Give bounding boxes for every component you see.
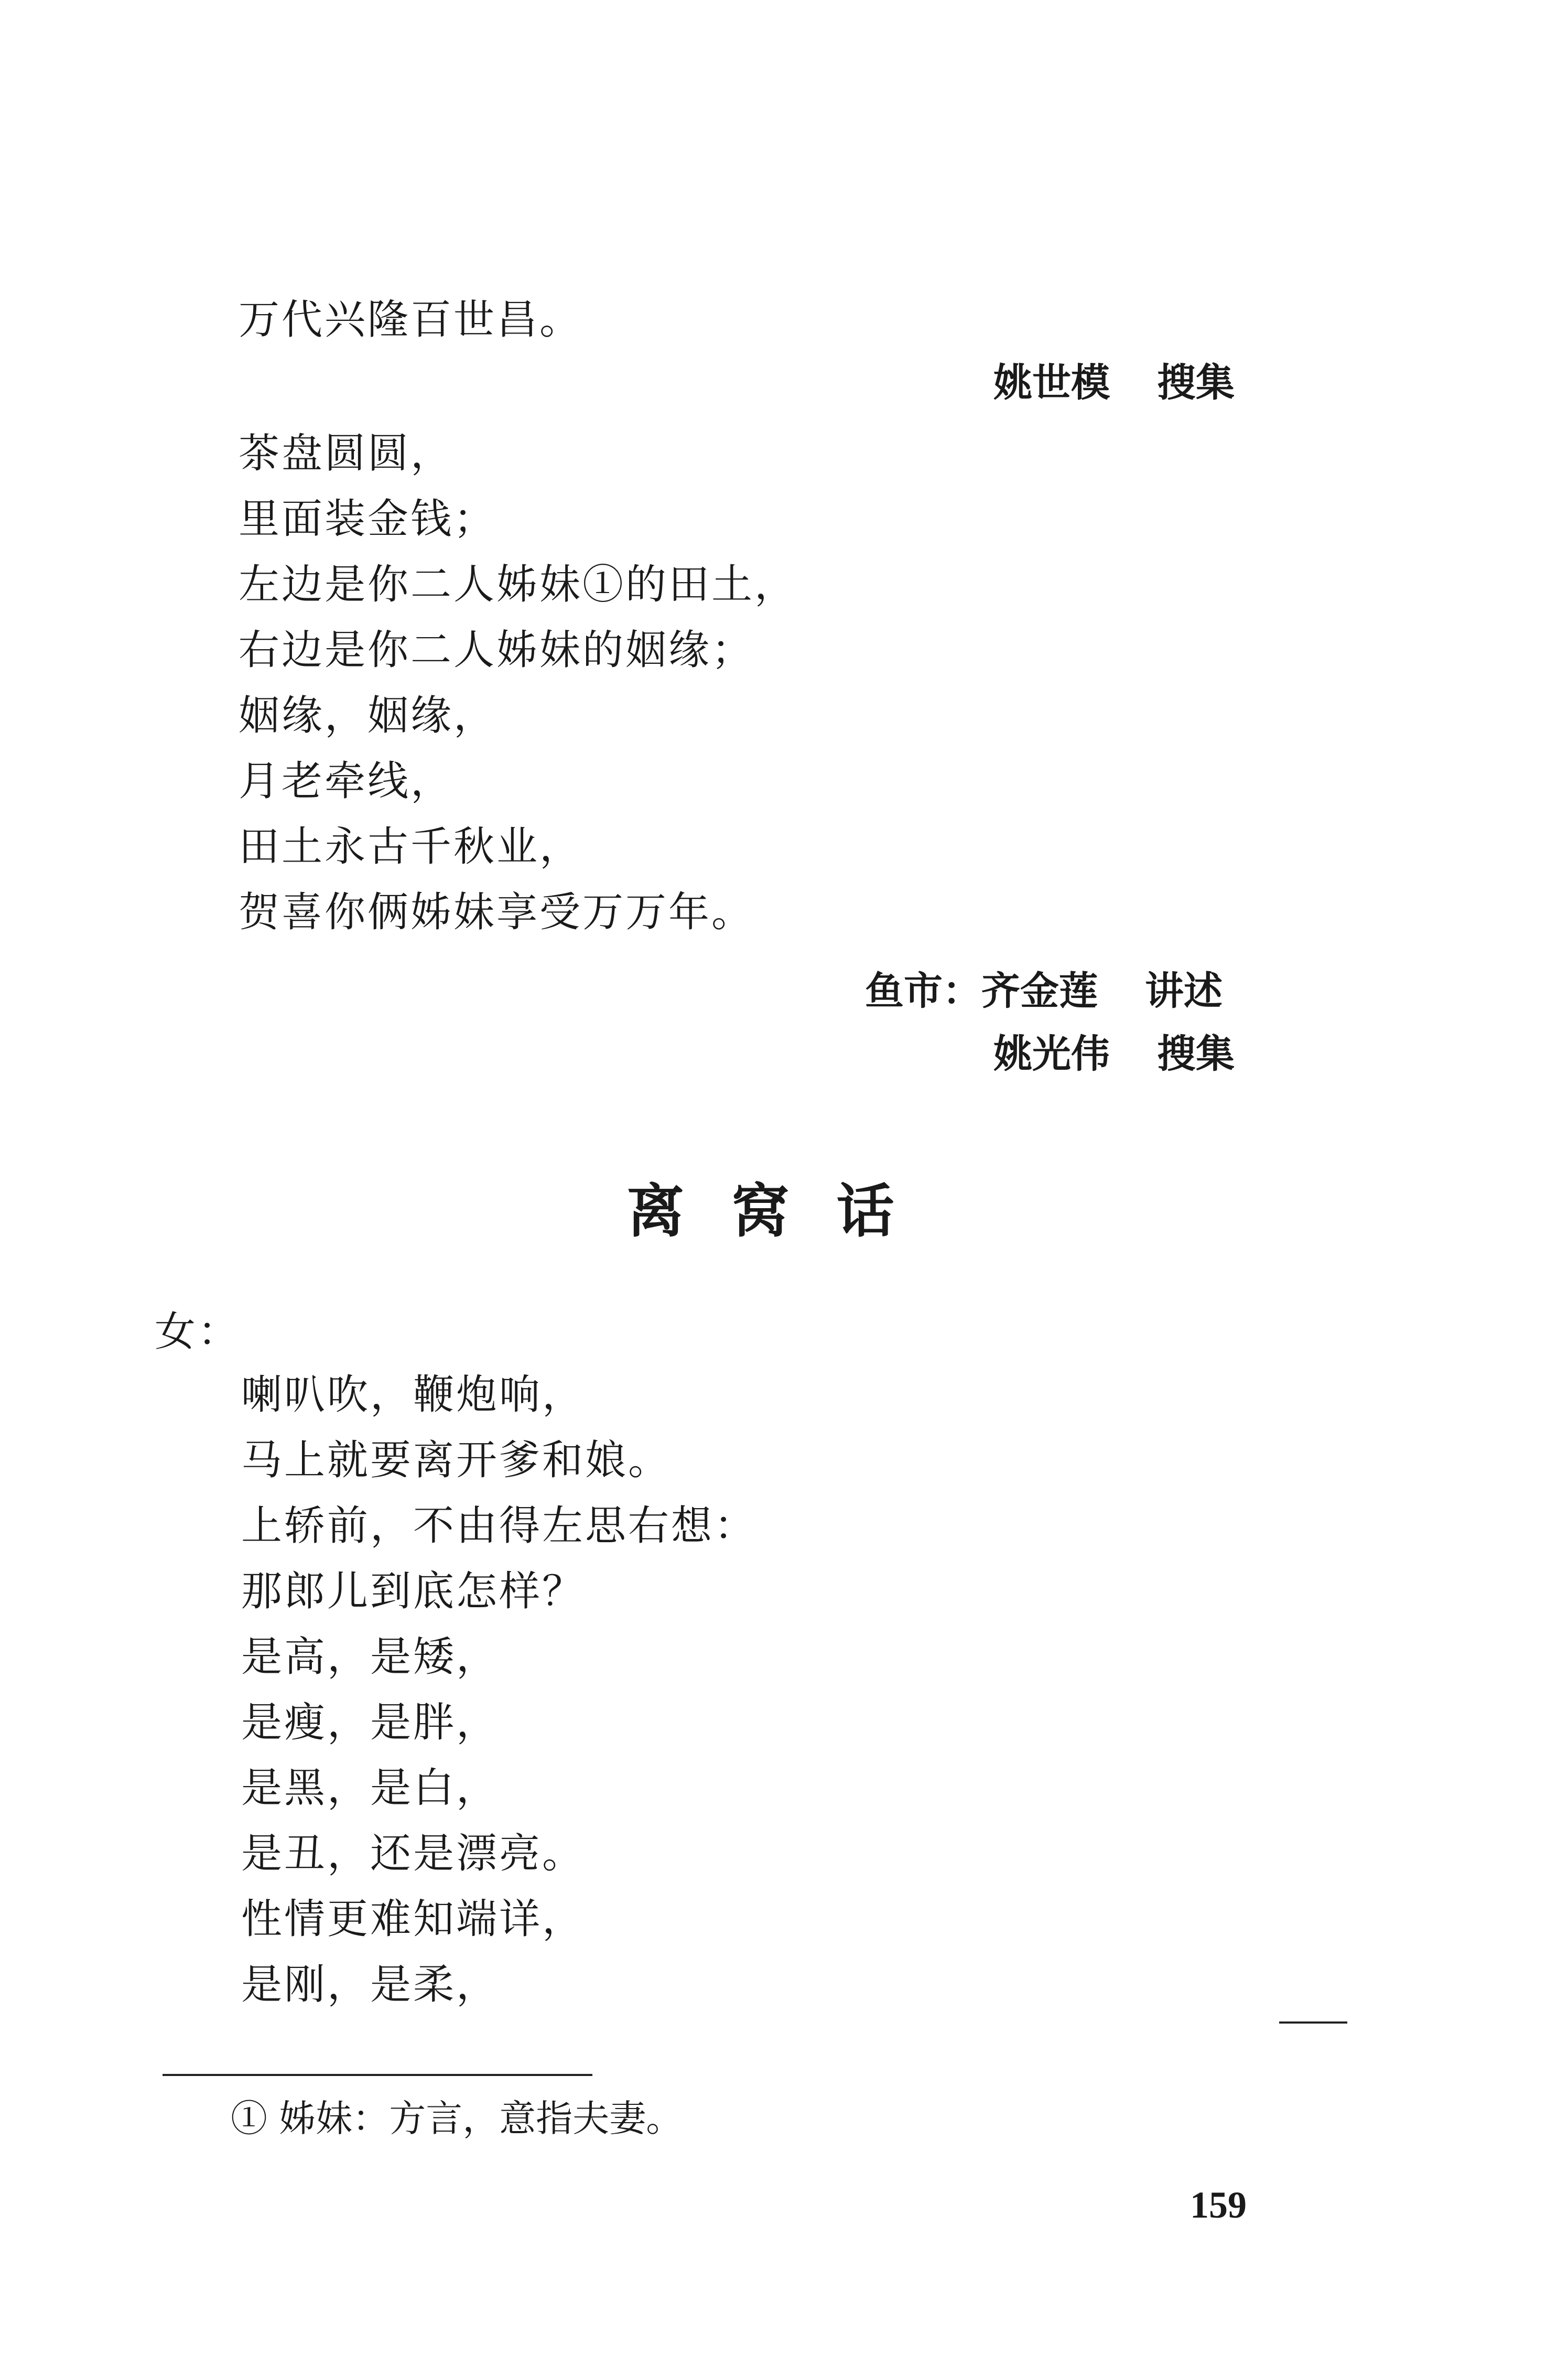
page-number: 159 xyxy=(1190,2184,1247,2226)
song-line: 性情更难知端详， xyxy=(241,1896,586,1943)
credit-role: 搜集 xyxy=(1157,360,1235,405)
verse-line: 茶盘圆圆， xyxy=(239,430,454,477)
credit-name: 鱼市：齐金莲 xyxy=(865,969,1098,1014)
verse-line: 田土永古千秋业， xyxy=(239,823,583,870)
song-line: 上轿前，不由得左思右想： xyxy=(241,1502,758,1550)
song-line: 那郎儿到底怎样？ xyxy=(241,1568,586,1615)
credit-collector-1 xyxy=(993,357,1235,409)
credit-name: 姚世模 xyxy=(993,360,1110,405)
speaker-label: 女： xyxy=(155,1308,241,1356)
song-line: 是丑，还是漂亮。 xyxy=(241,1830,586,1877)
credit-collector-2 xyxy=(993,1028,1235,1080)
credit-name: 姚光伟 xyxy=(993,1031,1110,1077)
verse-line: 右边是你二人姊妹的姻缘； xyxy=(239,627,755,674)
song-line: 是瘦，是胖， xyxy=(241,1699,500,1746)
verse-line: 贺喜你俩姊妹享受万万年。 xyxy=(239,889,755,936)
song-line: 马上就要离开爹和娘。 xyxy=(241,1437,672,1484)
footnote: ① 姊妹：方言，意指夫妻。 xyxy=(231,2097,683,2140)
song-line: 是黑，是白， xyxy=(241,1765,500,1812)
verse-line: 左边是你二人姊妹①的田土， xyxy=(239,561,798,608)
divider xyxy=(1279,2021,1347,2024)
song-line: 是高，是矮， xyxy=(241,1633,500,1681)
closing-line: 万代兴隆百世昌。 xyxy=(239,296,583,343)
verse-line: 姻缘，姻缘， xyxy=(239,692,497,739)
credit-narrator xyxy=(865,965,1223,1017)
verse-line: 月老牵线， xyxy=(239,758,454,805)
song-title: 离窝话 xyxy=(626,1178,942,1245)
credit-role: 讲述 xyxy=(1145,969,1223,1014)
verse-line: 里面装金钱； xyxy=(239,496,497,543)
footnote-divider xyxy=(163,2074,592,2076)
song-line: 喇叭吹，鞭炮响， xyxy=(241,1371,586,1418)
credit-role: 搜集 xyxy=(1157,1031,1235,1077)
song-line: 是刚，是柔， xyxy=(241,1961,500,2008)
